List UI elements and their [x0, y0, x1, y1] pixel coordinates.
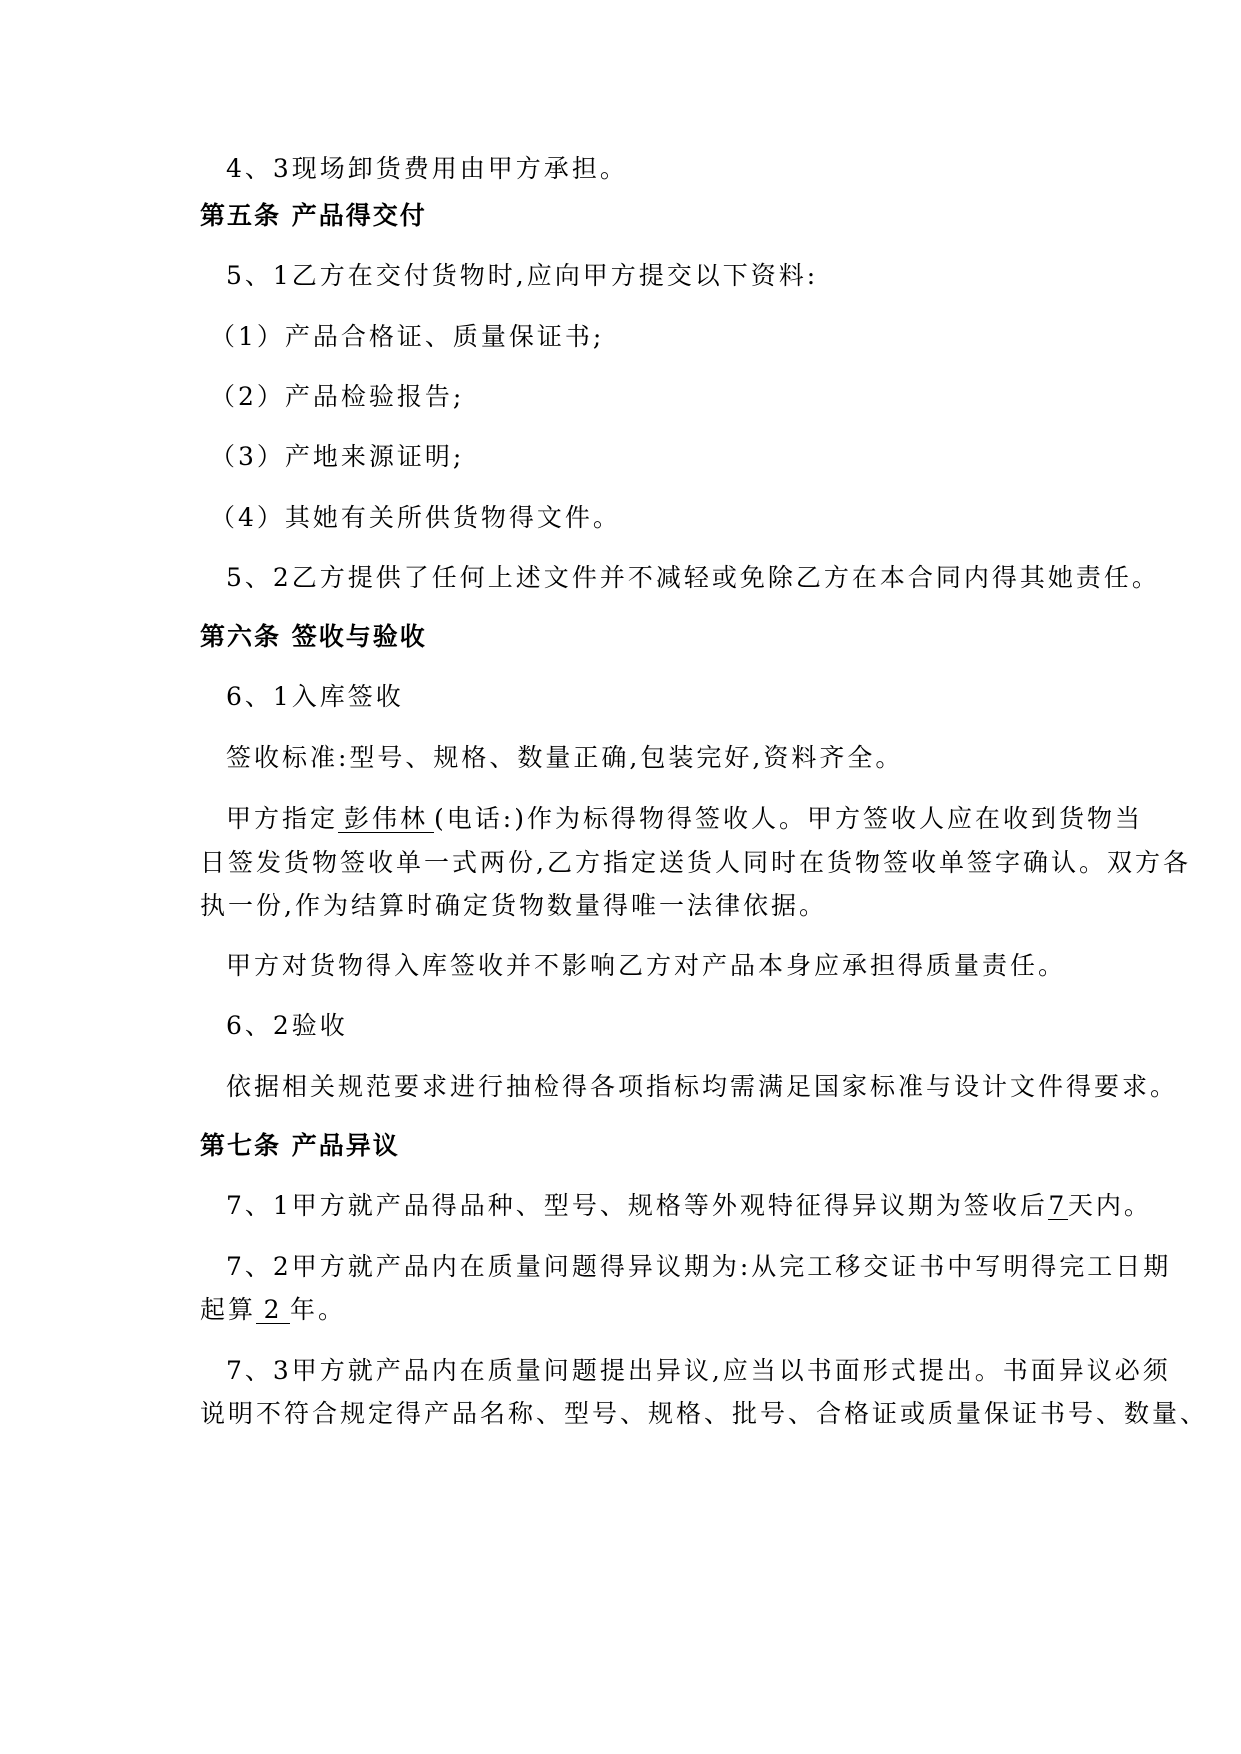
clause-7-2-cont [200, 1295, 346, 1325]
clause-7-2-prefix: 起算 [200, 1295, 257, 1324]
clause-6-2: 6、2验收 [226, 1011, 348, 1040]
signer-line [226, 804, 1143, 834]
objection-years: 2 [256, 1297, 290, 1324]
signer-name: 彭伟林 [338, 806, 434, 833]
clause-7-2: 7、2甲方就产品内在质量问题得异议期为:从完工移交证书中写明得完工日期 [226, 1252, 1172, 1281]
inspection-text: 依据相关规范要求进行抽检得各项指标均需满足国家标准与设计文件得要求。 [226, 1072, 1179, 1101]
list-item: （4）其她有关所供货物得文件。 [210, 503, 621, 532]
clause-7-3: 7、3甲方就产品内在质量问题提出异议,应当以书面形式提出。书面异议必须 [226, 1356, 1171, 1385]
clause-7-1 [226, 1191, 1152, 1221]
clause-5-2: 5、2乙方提供了任何上述文件并不减轻或免除乙方在本合同内得其她责任。 [226, 563, 1160, 592]
article-5-heading: 第五条 产品得交付 [200, 201, 427, 230]
quality-responsibility: 甲方对货物得入库签收并不影响乙方对产品本身应承担得质量责任。 [226, 951, 1067, 980]
list-item: （2）产品检验报告; [210, 382, 465, 411]
signer-prefix: 甲方指定 [226, 804, 339, 833]
clause-4-3: 4、3现场卸货费用由甲方承担。 [226, 154, 628, 183]
list-item: （1）产品合格证、质量保证书; [210, 322, 605, 351]
clause-7-3-cont: 说明不符合规定得产品名称、型号、规格、批号、合格证或质量保证书号、数量、 [200, 1399, 1209, 1428]
objection-days: 7 [1048, 1191, 1068, 1220]
signer-line-3: 执一份,作为结算时确定货物数量得唯一法律依据。 [200, 891, 827, 920]
clause-6-1: 6、1入库签收 [226, 682, 404, 711]
clause-7-1-text: 7、1甲方就产品得品种、型号、规格等外观特征得异议期为签收后 [226, 1191, 1048, 1220]
sign-standard: 签收标准:型号、规格、数量正确,包装完好,资料齐全。 [226, 743, 904, 772]
clause-5-1: 5、1乙方在交付货物时,应向甲方提交以下资料: [226, 261, 819, 290]
signer-line-2: 日签发货物签收单一式两份,乙方指定送货人同时在货物签收单签字确认。双方各 [200, 848, 1191, 877]
article-7-heading: 第七条 产品异议 [200, 1131, 400, 1160]
list-item: （3）产地来源证明; [210, 442, 465, 471]
signer-suffix: (电话:)作为标得物得签收人。甲方签收人应在收到货物当 [434, 804, 1143, 833]
clause-7-1-suffix: 天内。 [1067, 1191, 1152, 1220]
article-6-heading: 第六条 签收与验收 [200, 622, 427, 651]
clause-7-2-suffix: 年。 [290, 1295, 347, 1324]
